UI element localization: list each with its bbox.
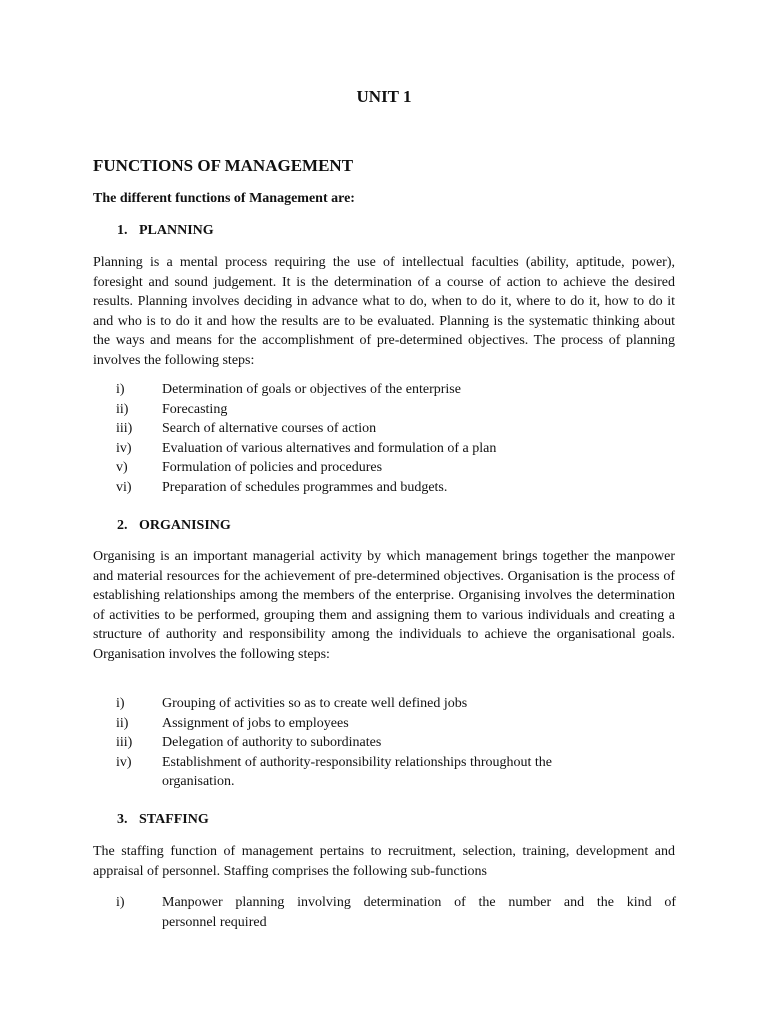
list-marker: ii) [116, 401, 129, 417]
section-number: 3. [117, 812, 128, 827]
list-item-text-line: Establishment of authority-responsibility relationships throughout the [162, 754, 553, 770]
list-marker: iii) [116, 421, 133, 437]
section-heading: STAFFING [139, 812, 209, 827]
list-item-text: Evaluation of various alternatives and formulation of a plan [162, 440, 497, 456]
list-marker: iv) [116, 754, 132, 770]
list-item-text-line: organisation. [162, 774, 235, 790]
list-item [116, 893, 676, 932]
list-item-text: Preparation of schedules programmes and budgets. [162, 479, 448, 495]
section-title-staffing [117, 812, 209, 828]
list-item [116, 733, 676, 753]
unit-title: UNIT 1 [356, 87, 412, 106]
list-marker: iv) [116, 440, 132, 456]
list-marker: i) [116, 895, 125, 910]
list-item [116, 439, 676, 459]
section-title-planning [117, 223, 214, 239]
section-number: 2. [117, 518, 128, 533]
planning-steps-list [116, 380, 676, 498]
list-item-text: Search of alternative courses of action [162, 421, 377, 437]
staffing-paragraph: The staffing function of management pertains to recruitment, selection, training, development and appraisal of personnel. Staffing comprises the following sub-functions [93, 844, 675, 879]
section-number: 1. [117, 223, 128, 238]
section-heading: ORGANISING [139, 518, 231, 533]
list-item-text: Determination of goals or objectives of the enterprise [162, 382, 461, 397]
list-item [116, 380, 676, 400]
list-item [116, 400, 676, 420]
list-item-text [162, 753, 676, 792]
list-marker: vi) [116, 479, 132, 495]
list-marker: i) [116, 696, 125, 711]
list-item [116, 478, 676, 498]
list-item-text: Delegation of authority to subordinates [162, 735, 382, 751]
list-item [116, 458, 676, 478]
intro-text: The different functions of Management are: [93, 191, 355, 206]
list-item-text: Assignment of jobs to employees [162, 715, 349, 731]
main-heading: FUNCTIONS OF MANAGEMENT [93, 156, 354, 175]
organising-paragraph: Organising is an important managerial activity by which management brings together the manpower and material resources for the achievement of pre-determined objectives. Organisation is the process of establishing relationships among the members of the enterprise. Organising involves the determination of activities to be performed, grouping them and assigning them to various individuals and creating a structure of authority and responsibility among the individuals to achieve the organisational goals. Organisation involves the following steps: [93, 549, 675, 662]
list-marker: i) [116, 382, 125, 397]
section-heading: PLANNING [139, 223, 214, 238]
organising-steps-list [116, 694, 676, 792]
list-item-text-line: Manpower planning involving determination of the number and the kind of [162, 895, 676, 910]
list-marker: ii) [116, 715, 129, 731]
list-item-text-line: personnel required [162, 914, 267, 930]
list-marker: v) [116, 460, 128, 476]
list-item [116, 419, 676, 439]
list-item [116, 694, 676, 714]
list-item [116, 753, 676, 792]
section-title-organising [117, 518, 231, 534]
list-item-text: Grouping of activities so as to create well defined jobs [162, 696, 468, 711]
list-item [116, 714, 676, 734]
planning-paragraph: Planning is a mental process requiring the use of intellectual faculties (ability, aptitude, power), foresight and sound judgement. It is the determination of a course of action to achieve the desired results. Planning involves deciding in advance what to do, when to do it, where to do it, how to do it and who is to do it and how the results are to be evaluated. Planning is the systematic thinking about the ways and means for the accomplishment of pre-determined objectives. The process of planning involves the following steps: [93, 255, 675, 368]
list-item-text: Formulation of policies and procedures [162, 460, 383, 476]
list-item-text: Forecasting [162, 401, 228, 417]
staffing-subfunctions-list [116, 893, 676, 932]
list-item-text [162, 893, 676, 932]
list-marker: iii) [116, 735, 133, 751]
